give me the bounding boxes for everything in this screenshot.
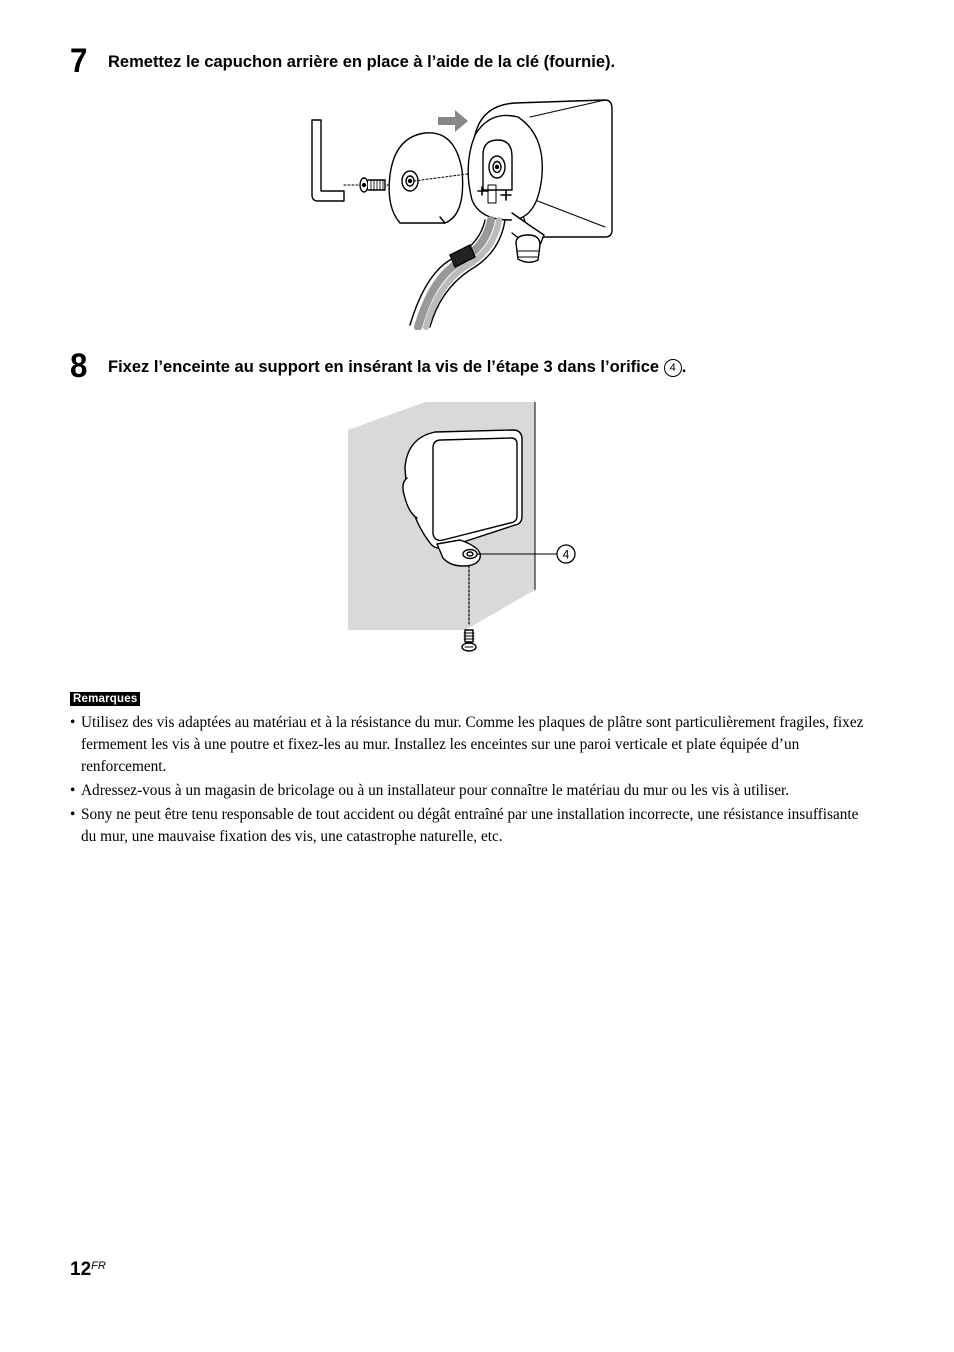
page-number-value: 12 (70, 1259, 92, 1280)
note-text: Sony ne peut être tenu responsable de tout accident ou dégât entraîné par une installation incorrecte, une résistance insuffisante du mur, une mauvaise fixation des vis, une catastrophe naturelle, etc. (81, 806, 859, 845)
step-number: 7 (70, 42, 88, 80)
step-number: 8 (70, 347, 88, 385)
circled-number: 4 (664, 359, 682, 377)
step-instruction: Remettez le capuchon arrière en place à l’aide de la clé (fournie). (108, 53, 616, 71)
page-language: FR (91, 1260, 106, 1272)
step-instruction (108, 358, 686, 377)
step-instruction-text: Fixez l’enceinte au support en insérant la vis de l’étape 3 dans l’orifice (108, 358, 664, 376)
bullet: • (70, 782, 76, 799)
callout-label: 4 (562, 547, 570, 562)
list-item (70, 804, 870, 848)
page-number (70, 1259, 106, 1281)
wall-mount-illustration (345, 398, 585, 660)
list-item (70, 712, 870, 778)
note-text: Utilisez des vis adaptées au matériau et à la résistance du mur. Comme les plaques de plâtre sont particulièrement fragiles, fixez fermement les vis à une poutre et fixez-les au mur. Installez les enceintes sur une paroi verticale et plate équipée d’un renforcement. (81, 714, 864, 775)
list-item (70, 780, 870, 802)
bullet: • (70, 714, 76, 731)
step-instruction-end: . (681, 358, 687, 376)
step-7 (70, 44, 615, 78)
bullet: • (70, 806, 76, 823)
note-text: Adressez-vous à un magasin de bricolage ou à un installateur pour connaître le matériau du mur ou les vis à utiliser. (81, 782, 790, 799)
notes-list (70, 712, 870, 850)
step-8 (70, 349, 686, 383)
rear-cap-illustration (300, 95, 620, 330)
notes-label: Remarques (70, 692, 140, 706)
